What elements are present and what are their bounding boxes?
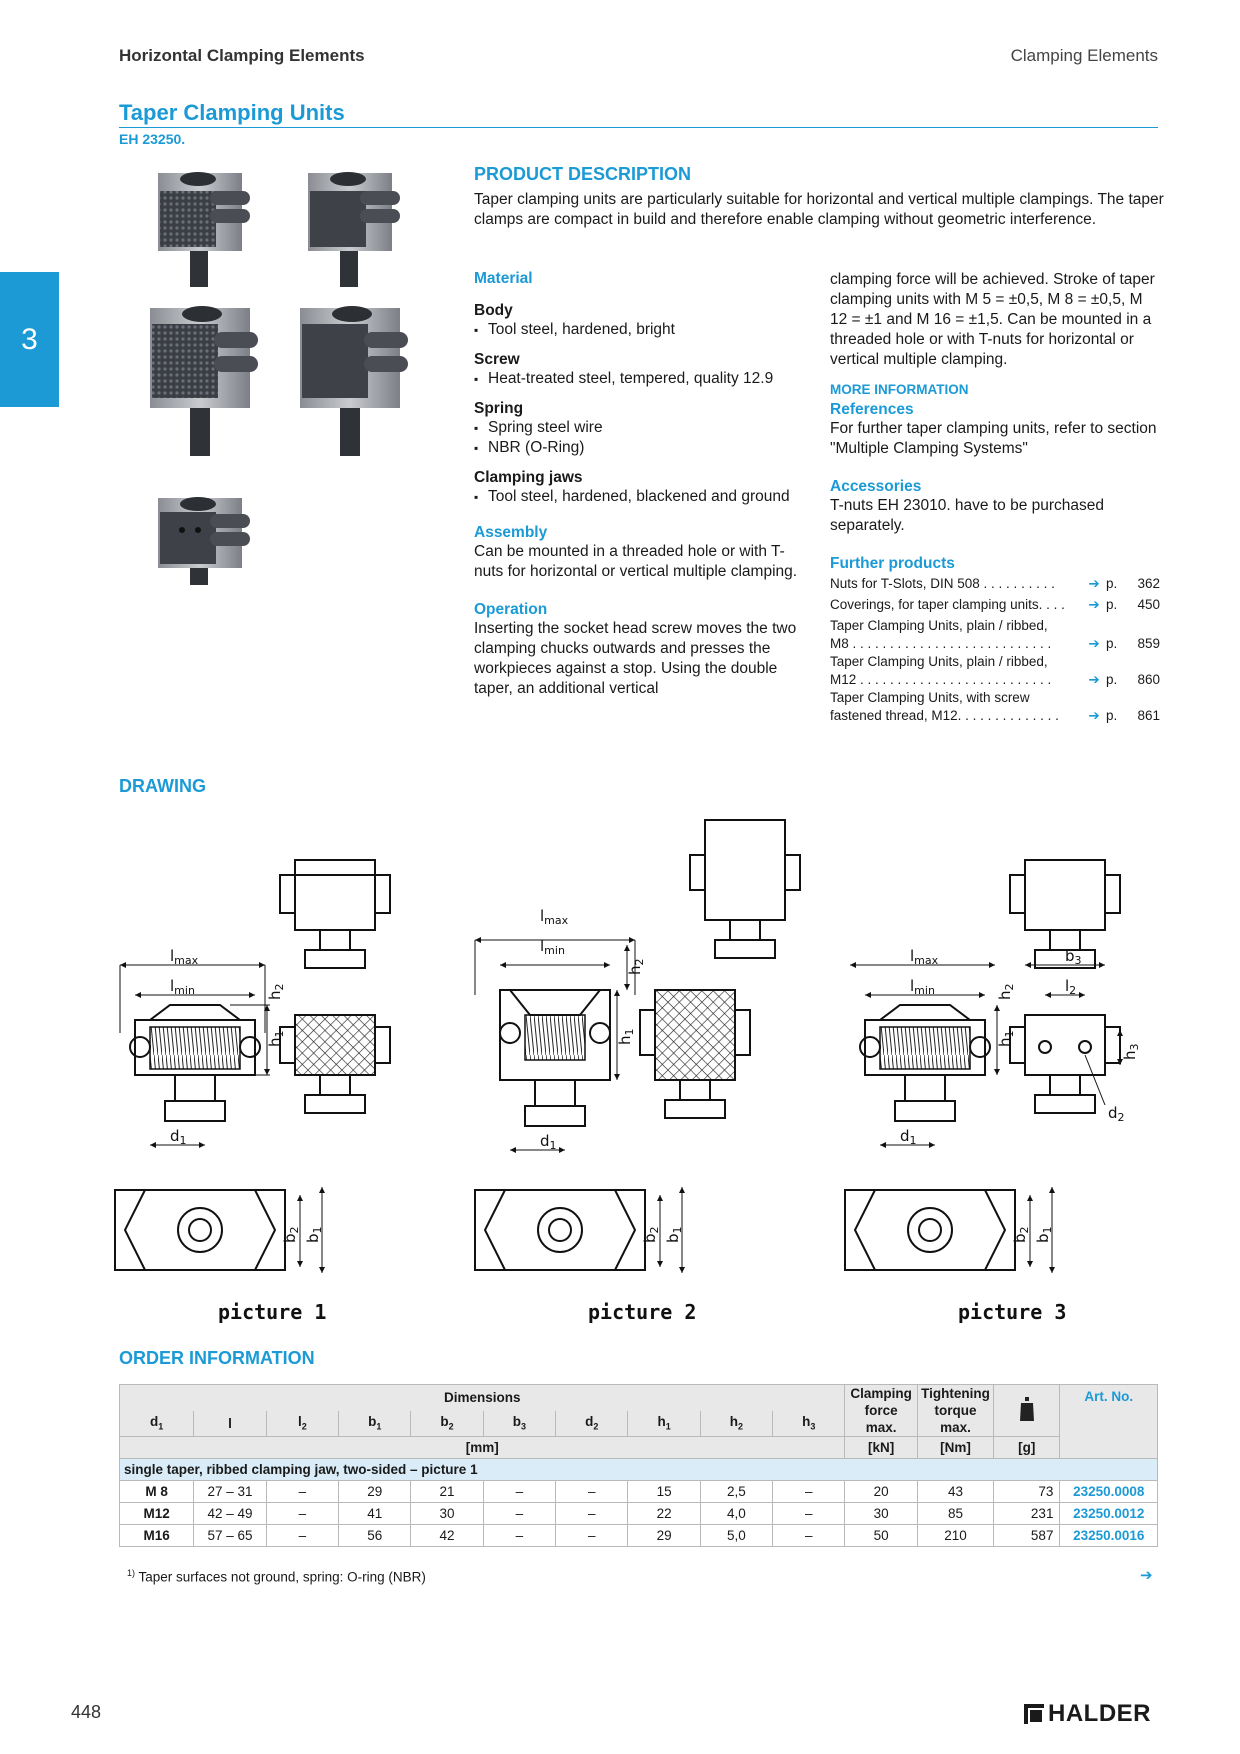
article-number-link[interactable]: 23250.0012 <box>1060 1503 1158 1525</box>
product-intro: Taper clamping units are particularly suitable for horizontal and vertical multiple clampings. The taper clamps are compact in build and therefore enable clamping without geometric interference. <box>474 191 1164 228</box>
arrow-right-icon: ➔ <box>1088 597 1100 612</box>
dim-h2-3: $h_2$ <box>996 983 1016 1000</box>
col-b2: $b_2$ <box>411 1411 483 1437</box>
further-products-list <box>830 575 1160 725</box>
photo-unit-plain-2 <box>300 306 408 456</box>
drawing-picture-2 <box>475 820 800 1273</box>
dim-b3-3: $b_3$ <box>1065 947 1082 967</box>
tightening-torque-header: Tightening torque max. <box>917 1385 993 1437</box>
accessories-heading: Accessories <box>830 478 922 495</box>
further-product-item[interactable]: Taper Clamping Units, with screw fastened thread, M12. . . . . . . . . . . . . . ➔ p. 861 <box>830 690 1160 723</box>
dim-b2-3: $b_2$ <box>1011 1226 1031 1243</box>
arrow-right-icon: ➔ <box>1088 576 1100 591</box>
table-row: M16 57 – 65 – 56 42 – – 29 5,0 – 50 210 587 23250.0016 <box>120 1525 1158 1547</box>
accessories-text: T-nuts EH 23010. have to be purchased separately. <box>830 497 1105 534</box>
dim-lmax-3: $l_{max}$ <box>910 947 939 967</box>
screw-label: Screw <box>474 351 520 368</box>
references-heading: References <box>830 401 914 418</box>
running-header-right: Clamping Elements <box>1010 46 1158 65</box>
picture-2-label: picture 2 <box>588 1300 697 1324</box>
dim-d1-3: $d_1$ <box>900 1127 917 1147</box>
title-divider <box>119 127 1158 128</box>
material-heading: Material <box>474 270 533 287</box>
dim-lmin-3: $l_{min}$ <box>910 977 935 997</box>
dim-lmax-2: $l_{max}$ <box>540 907 569 927</box>
dim-d2-3: $d_2$ <box>1108 1104 1125 1124</box>
arrow-right-icon: ➔ <box>1088 636 1100 651</box>
dim-h3-3: $h_3$ <box>1121 1043 1141 1060</box>
dim-h2-1: $h_2$ <box>266 983 286 1000</box>
order-table <box>119 1384 1158 1547</box>
screw-item: ▪ Heat-treated steel, tempered, quality 12.9 <box>474 369 804 389</box>
arrow-right-icon: ➔ <box>1088 708 1100 723</box>
product-description-heading: PRODUCT DESCRIPTION <box>474 164 692 184</box>
drawing-picture-1 <box>115 860 390 1273</box>
col-h1: $h_1$ <box>628 1411 700 1437</box>
dim-lmin-2: $l_{min}$ <box>540 937 565 957</box>
order-information-heading: ORDER INFORMATION <box>119 1348 315 1368</box>
dim-b2-2: $b_2$ <box>641 1226 661 1243</box>
spring-item: ▪ Spring steel wire <box>474 418 804 438</box>
unit-nm: [Nm] <box>917 1437 993 1459</box>
article-number-link[interactable]: 23250.0008 <box>1060 1481 1158 1503</box>
photo-unit-plain-1 <box>308 172 400 287</box>
col-l2: $l_2$ <box>266 1411 338 1437</box>
table-footnote: $^{1)}$ Taper surfaces not ground, spring: O-ring (NBR) <box>127 1568 426 1585</box>
spring-item: ▪ NBR (O-Ring) <box>474 438 804 458</box>
dim-lmin-1: $l_{min}$ <box>170 977 195 997</box>
arrow-right-icon[interactable]: ➔ <box>1140 1567 1153 1584</box>
picture-1-label: picture 1 <box>218 1300 327 1324</box>
dim-l2-3: $l_2$ <box>1065 977 1077 997</box>
weight-header <box>994 1385 1060 1437</box>
operation-text-continued: clamping force will be achieved. Stroke of taper clamping units with M 5 = ±0,5, M 8 = ±0,5, M 12 = ±1 and M 16 = ±1,5. Can be mounted in a threaded hole or with T-nuts for horizontal or vertical multiple clamping. <box>830 271 1155 368</box>
dim-d1-1: $d_1$ <box>170 1127 187 1147</box>
spring-label: Spring <box>474 400 524 417</box>
clamping-force-header: Clamping force max. <box>845 1385 917 1437</box>
col-d1: $d_1$ <box>120 1411 194 1437</box>
further-product-item[interactable]: Taper Clamping Units, plain / ribbed, M12 . . . . . . . . . . . . . . . . . . . . . . . . . . ➔ p. 860 <box>830 654 1160 687</box>
weight-icon <box>1019 1397 1035 1421</box>
dim-b1-2: $b_1$ <box>664 1226 684 1243</box>
table-row: M 8 27 – 31 – 29 21 – – 15 2,5 – 20 43 73 23250.0008 <box>120 1481 1158 1503</box>
unit-g: [g] <box>994 1437 1060 1459</box>
dim-h1-2: $h_1$ <box>616 1028 636 1045</box>
group-row: single taper, ribbed clamping jaw, two-sided – picture 1 <box>120 1459 1158 1481</box>
brand-logo: HALDER <box>1024 1700 1151 1728</box>
dim-b1-3: $b_1$ <box>1034 1226 1054 1243</box>
drawing-picture-3 <box>845 860 1120 1273</box>
dim-h1-3: $h_1$ <box>996 1030 1016 1047</box>
page-number: 448 <box>71 1702 102 1722</box>
further-product-item[interactable]: Nuts for T-Slots, DIN 508 . . . . . . . . . . ➔ p. 362 <box>830 576 1160 591</box>
dim-lmax-1: $l_{max}$ <box>170 947 199 967</box>
description-column-2 <box>830 270 1160 725</box>
dim-b1-1: $b_1$ <box>304 1226 324 1243</box>
further-product-item[interactable]: Coverings, for taper clamping units. . . . ➔ p. 450 <box>830 597 1160 612</box>
photo-unit-screw <box>158 497 250 585</box>
page-title: Taper Clamping Units <box>119 100 345 125</box>
product-photos <box>140 165 440 585</box>
photo-unit-ribbed-1 <box>158 172 250 287</box>
assembly-text: Can be mounted in a threaded hole or with T-nuts for horizontal or vertical multiple clamping. <box>474 543 798 580</box>
col-b1: $b_1$ <box>339 1411 411 1437</box>
body-label: Body <box>474 302 513 319</box>
dimensions-header: Dimensions <box>120 1385 845 1411</box>
article-number-header: Art. No. <box>1060 1385 1158 1459</box>
drawing-heading: DRAWING <box>119 776 206 796</box>
dim-b2-1: $b_2$ <box>281 1226 301 1243</box>
col-b3: $b_3$ <box>483 1411 555 1437</box>
photo-unit-ribbed-2 <box>150 306 258 456</box>
article-number-link[interactable]: 23250.0016 <box>1060 1525 1158 1547</box>
more-information-heading: MORE INFORMATION <box>830 382 969 397</box>
dim-h2-2: $h_2$ <box>626 958 646 975</box>
operation-heading: Operation <box>474 601 548 618</box>
references-text: For further taper clamping units, refer to section "Multiple Clamping Systems" <box>830 420 1157 457</box>
col-d2: $d_2$ <box>556 1411 628 1437</box>
further-product-item[interactable]: Taper Clamping Units, plain / ribbed, M8 . . . . . . . . . . . . . . . . . . . . . . . . . . . ➔ p. 859 <box>830 618 1160 651</box>
col-h2: $h_2$ <box>700 1411 772 1437</box>
jaws-item: ▪ Tool steel, hardened, blackened and ground <box>474 487 804 507</box>
arrow-right-icon: ➔ <box>1088 672 1100 687</box>
description-column-1 <box>474 270 804 699</box>
chapter-tab[interactable]: 3 <box>0 272 59 407</box>
article-code: EH 23250. <box>119 131 186 147</box>
col-h3: $h_3$ <box>773 1411 845 1437</box>
unit-kn: [kN] <box>845 1437 917 1459</box>
body-item: ▪ Tool steel, hardened, bright <box>474 320 804 340</box>
technical-drawings <box>110 815 1170 1325</box>
operation-text: Inserting the socket head screw moves the two clamping chucks outwards and presses the workpieces against a stop. Using the double taper, an additional vertical <box>474 620 797 697</box>
unit-mm: [mm] <box>120 1437 845 1459</box>
dim-d1-2: $d_1$ <box>540 1132 557 1152</box>
assembly-heading: Assembly <box>474 524 548 541</box>
jaws-label: Clamping jaws <box>474 469 583 486</box>
picture-3-label: picture 3 <box>958 1300 1067 1324</box>
running-header-left: Horizontal Clamping Elements <box>119 46 365 65</box>
col-l: l <box>194 1411 266 1437</box>
table-row: M12 42 – 49 – 41 30 – – 22 4,0 – 30 85 231 23250.0012 <box>120 1503 1158 1525</box>
halder-logo-icon <box>1024 1704 1044 1724</box>
further-products-heading: Further products <box>830 555 955 572</box>
dim-h1-1: $h_1$ <box>266 1030 286 1047</box>
